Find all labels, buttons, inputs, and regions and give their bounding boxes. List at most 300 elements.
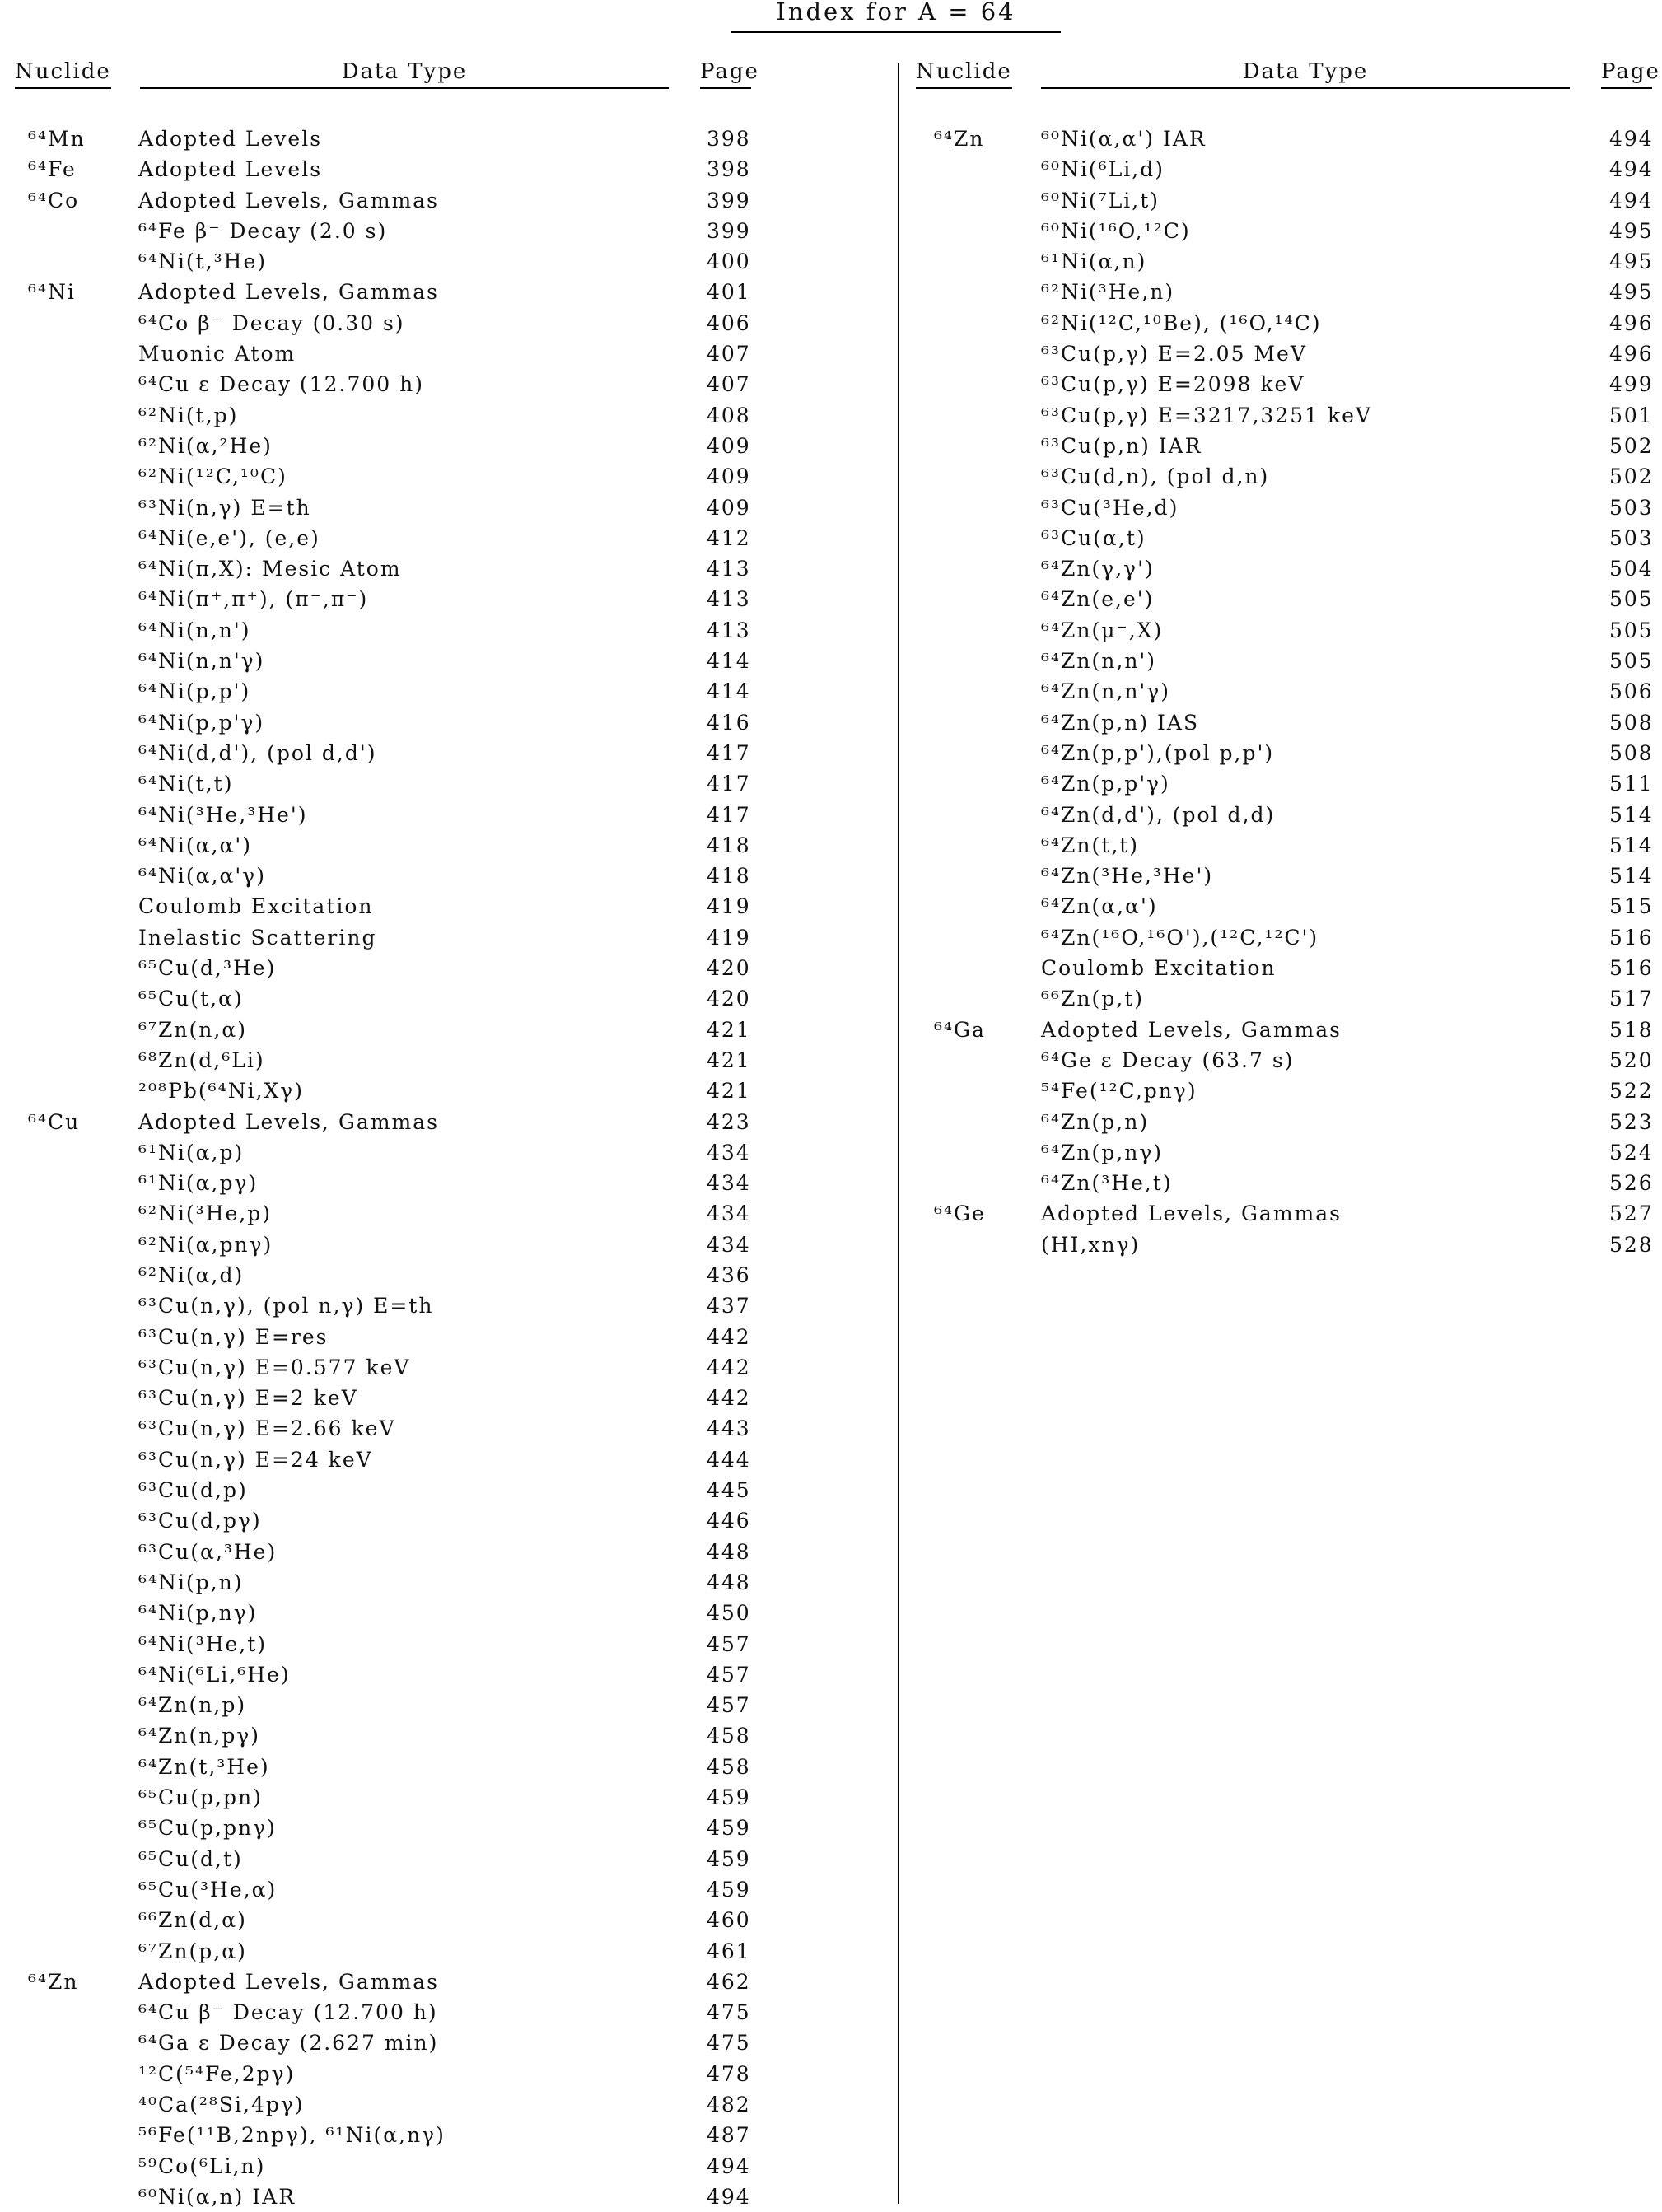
index-row xyxy=(901,584,1662,614)
index-row xyxy=(901,1230,1662,1260)
page-number: 516 xyxy=(1609,956,1654,981)
index-row xyxy=(0,676,824,707)
page-number: 398 xyxy=(707,157,751,182)
index-row xyxy=(0,308,824,338)
data-type-entry: Adopted Levels, Gammas xyxy=(138,1969,439,1994)
index-row xyxy=(901,246,1662,277)
data-type-entry: ⁶⁸Zn(d,⁶Li) xyxy=(138,1048,265,1072)
data-type-entry: ⁶²Ni(α,²He) xyxy=(138,433,273,458)
data-type-entry: ⁶⁴Ni(t,³He) xyxy=(138,250,268,274)
index-row xyxy=(0,738,824,768)
page-number: 524 xyxy=(1609,1140,1654,1164)
page-number: 398 xyxy=(707,127,751,151)
index-row xyxy=(901,369,1662,399)
page-number: 506 xyxy=(1609,679,1654,704)
index-row xyxy=(0,1629,824,1659)
index-row xyxy=(901,400,1662,431)
page-number: 499 xyxy=(1609,372,1654,397)
page-number: 409 xyxy=(707,495,751,520)
header-nuclide: Nuclide xyxy=(15,59,111,89)
page-number: 461 xyxy=(707,1939,751,1963)
page-number: 416 xyxy=(707,710,751,735)
data-type-entry: ⁶³Cu(n,γ) E=0.577 keV xyxy=(138,1355,411,1379)
data-type-entry: Adopted Levels, Gammas xyxy=(1041,1017,1342,1042)
data-type-entry: Adopted Levels xyxy=(138,127,323,151)
page-number: 437 xyxy=(707,1294,751,1318)
data-type-entry: ⁶⁴Ni(p,nγ) xyxy=(138,1601,258,1626)
index-row xyxy=(901,431,1662,461)
index-row xyxy=(0,1659,824,1690)
page-number: 487 xyxy=(707,2123,751,2148)
index-row xyxy=(0,1997,824,2028)
page-number: 436 xyxy=(707,1262,751,1287)
data-type-entry: ⁶³Cu(p,γ) E=2.05 MeV xyxy=(1041,342,1307,366)
header-page: Page xyxy=(1601,59,1652,89)
index-row xyxy=(0,584,824,614)
data-type-entry: ⁶⁴Ni(α,α') xyxy=(138,833,253,857)
index-row xyxy=(0,1505,824,1536)
index-row xyxy=(0,1352,824,1383)
index-column-left xyxy=(0,58,824,2212)
data-type-entry: ⁶⁴Ni(π⁺,π⁺), (π⁻,π⁻) xyxy=(138,587,369,612)
index-row xyxy=(0,369,824,399)
page-number: 421 xyxy=(707,1017,751,1042)
index-row xyxy=(901,461,1662,492)
page-number: 418 xyxy=(707,833,751,857)
index-row xyxy=(901,492,1662,523)
page-number: 401 xyxy=(707,280,751,305)
page-number: 434 xyxy=(707,1202,751,1226)
data-type-entry: ⁶⁴Zn(p,n) IAS xyxy=(1041,710,1200,735)
index-row xyxy=(0,185,824,216)
page-number: 399 xyxy=(707,188,751,212)
data-type-entry: ⁶³Cu(p,γ) E=3217,3251 keV xyxy=(1041,403,1372,427)
page-number: 494 xyxy=(707,2184,751,2209)
page-number: 434 xyxy=(707,1232,751,1257)
index-row xyxy=(0,246,824,277)
index-row xyxy=(0,1874,824,1905)
page-number: 458 xyxy=(707,1754,751,1779)
page-number: 446 xyxy=(707,1509,751,1533)
page-number: 462 xyxy=(707,1969,751,1994)
index-row xyxy=(901,124,1662,154)
data-type-entry: ⁶⁴Ni(⁶Li,⁶He) xyxy=(138,1662,291,1687)
index-row xyxy=(901,277,1662,307)
data-type-entry: ⁶¹Ni(α,p) xyxy=(138,1140,245,1164)
page-number: 413 xyxy=(707,618,751,642)
data-type-entry: ⁶⁴Ge ε Decay (63.7 s) xyxy=(1041,1048,1295,1072)
data-type-entry: ⁶⁰Ni(⁷Li,t) xyxy=(1041,188,1160,212)
index-row xyxy=(0,1383,824,1413)
data-type-entry: ⁶⁴Ga ε Decay (2.627 min) xyxy=(138,2031,439,2056)
data-type-entry: ⁶⁴Zn(¹⁶O,¹⁶O'),(¹²C,¹²C') xyxy=(1041,925,1319,950)
nuclide-label: ⁶⁴Zn xyxy=(934,127,985,151)
data-type-entry: ⁶²Ni(¹²C,¹⁰Be), (¹⁶O,¹⁴C) xyxy=(1041,310,1322,335)
index-row xyxy=(901,553,1662,584)
page-number: 423 xyxy=(707,1109,751,1134)
data-type-entry: Adopted Levels xyxy=(138,157,323,182)
index-row xyxy=(0,2028,824,2058)
data-type-entry: ⁶²Ni(¹²C,¹⁰C) xyxy=(138,464,287,489)
data-type-entry: ⁶⁶Zn(d,α) xyxy=(138,1908,247,1933)
page-number: 503 xyxy=(1609,525,1654,550)
data-type-entry: ⁶³Cu(p,n) IAR xyxy=(1041,433,1202,458)
index-row xyxy=(901,676,1662,707)
index-row xyxy=(901,800,1662,830)
data-type-entry: ⁶³Cu(³He,d) xyxy=(1041,495,1179,520)
index-row xyxy=(0,1720,824,1751)
page-number: 523 xyxy=(1609,1109,1654,1134)
data-type-entry: Adopted Levels, Gammas xyxy=(1041,1202,1342,1226)
index-row xyxy=(0,2089,824,2120)
index-row xyxy=(901,1107,1662,1137)
page-number: 458 xyxy=(707,1724,751,1748)
index-row xyxy=(901,983,1662,1014)
page-number: 443 xyxy=(707,1416,751,1441)
nuclide-label: ⁶⁴Zn xyxy=(28,1969,79,1994)
data-type-entry: ⁶⁴Ni(n,n') xyxy=(138,618,251,642)
index-row xyxy=(0,1813,824,1843)
data-type-entry: ⁶⁴Ni(n,n'γ) xyxy=(138,649,265,674)
index-row xyxy=(0,1260,824,1290)
data-type-entry: ⁵⁹Co(⁶Li,n) xyxy=(138,2154,266,2178)
page-number: 421 xyxy=(707,1048,751,1072)
data-type-entry: Muonic Atom xyxy=(138,342,296,366)
index-row xyxy=(0,1475,824,1505)
page-number: 412 xyxy=(707,525,751,550)
page-number: 414 xyxy=(707,679,751,704)
data-type-entry: ⁶¹Ni(α,n) xyxy=(1041,250,1147,274)
page-number: 502 xyxy=(1609,433,1654,458)
data-type-entry: ⁶⁴Zn(γ,γ') xyxy=(1041,557,1155,581)
page-number: 420 xyxy=(707,956,751,981)
data-type-entry: ⁶⁴Ni(p,p'γ) xyxy=(138,710,265,735)
page-number: 508 xyxy=(1609,740,1654,765)
index-row xyxy=(0,1752,824,1782)
index-row xyxy=(0,891,824,922)
page-number: 444 xyxy=(707,1447,751,1472)
page-number: 420 xyxy=(707,987,751,1011)
page-number: 413 xyxy=(707,587,751,612)
page-number: 457 xyxy=(707,1631,751,1656)
page-number: 515 xyxy=(1609,894,1654,919)
data-type-entry: ⁶⁷Zn(n,α) xyxy=(138,1017,247,1042)
index-row xyxy=(901,216,1662,246)
data-type-entry: ⁶⁷Zn(p,α) xyxy=(138,1939,247,1963)
index-row xyxy=(0,1537,824,1567)
page-number: 514 xyxy=(1609,802,1654,827)
index-row xyxy=(0,1230,824,1260)
page-number: 409 xyxy=(707,464,751,489)
index-row xyxy=(901,707,1662,738)
page-number: 494 xyxy=(1609,127,1654,151)
index-row xyxy=(901,1015,1662,1045)
data-type-entry: Inelastic Scattering xyxy=(138,925,377,950)
data-type-entry: ⁶⁴Ni(π,X): Mesic Atom xyxy=(138,557,402,581)
index-row xyxy=(901,738,1662,768)
index-row xyxy=(0,492,824,523)
page-number: 528 xyxy=(1609,1232,1654,1257)
page-number: 526 xyxy=(1609,1171,1654,1196)
page-number: 421 xyxy=(707,1079,751,1104)
page-number: 442 xyxy=(707,1324,751,1349)
index-row xyxy=(0,1444,824,1475)
page-number: 445 xyxy=(707,1478,751,1503)
data-type-entry: ⁵⁶Fe(¹¹B,2npγ), ⁶¹Ni(α,nγ) xyxy=(138,2123,446,2148)
page-number: 459 xyxy=(707,1877,751,1902)
page-number: 408 xyxy=(707,403,751,427)
index-row xyxy=(0,216,824,246)
data-type-entry: ⁶³Cu(d,pγ) xyxy=(138,1509,262,1533)
page-number: 494 xyxy=(1609,157,1654,182)
page-number: 520 xyxy=(1609,1048,1654,1072)
index-row xyxy=(0,1936,824,1967)
nuclide-label: ⁶⁴Cu xyxy=(28,1109,81,1134)
page-number: 434 xyxy=(707,1140,751,1164)
index-row xyxy=(0,983,824,1014)
data-type-entry: ⁶³Cu(α,t) xyxy=(1041,525,1146,550)
index-row xyxy=(0,861,824,891)
data-type-entry: ⁶³Cu(n,γ), (pol n,γ) E=th xyxy=(138,1294,434,1318)
index-row xyxy=(0,615,824,646)
index-row xyxy=(0,1045,824,1076)
data-type-entry: (HI,xnγ) xyxy=(1041,1232,1141,1257)
page-number: 407 xyxy=(707,372,751,397)
index-row xyxy=(0,523,824,553)
index-row xyxy=(0,1844,824,1874)
data-type-entry: ⁶⁴Ni(e,e'), (e,e) xyxy=(138,525,320,550)
index-row xyxy=(901,338,1662,369)
data-type-entry: ²⁰⁸Pb(⁶⁴Ni,Xγ) xyxy=(138,1079,304,1104)
page-number: 417 xyxy=(707,772,751,796)
data-type-entry: ⁶⁴Ni(p,p') xyxy=(138,679,251,704)
data-type-entry: ⁵⁴Fe(¹²C,pnγ) xyxy=(1041,1079,1197,1104)
index-row xyxy=(0,2120,824,2150)
column-divider xyxy=(898,63,899,2204)
page-number: 494 xyxy=(1609,188,1654,212)
page-number: 505 xyxy=(1609,649,1654,674)
index-row xyxy=(0,1413,824,1444)
index-row xyxy=(0,400,824,431)
page-number: 417 xyxy=(707,802,751,827)
data-type-entry: Adopted Levels, Gammas xyxy=(138,280,439,305)
index-row xyxy=(901,1168,1662,1198)
index-row xyxy=(0,1967,824,1997)
index-row xyxy=(901,646,1662,676)
data-type-entry: Adopted Levels, Gammas xyxy=(138,1109,439,1134)
page-number: 475 xyxy=(707,2031,751,2056)
data-type-entry: ⁶²Ni(t,p) xyxy=(138,403,239,427)
index-row xyxy=(0,707,824,738)
page-number: 442 xyxy=(707,1355,751,1379)
index-row xyxy=(0,768,824,799)
data-type-entry: Adopted Levels, Gammas xyxy=(138,188,439,212)
data-type-entry: ⁴⁰Ca(²⁸Si,4pγ) xyxy=(138,2093,305,2116)
column-header xyxy=(901,58,1662,94)
index-row xyxy=(901,768,1662,799)
data-type-entry: ⁶⁴Ni(α,α'γ) xyxy=(138,864,266,889)
page-number: 522 xyxy=(1609,1079,1654,1104)
index-row xyxy=(901,308,1662,338)
data-type-entry: ⁶⁴Co β⁻ Decay (0.30 s) xyxy=(138,310,405,335)
data-type-entry: ⁶⁵Cu(³He,α) xyxy=(138,1877,278,1902)
data-type-entry: ⁶²Ni(α,pnγ) xyxy=(138,1232,273,1257)
page-number: 505 xyxy=(1609,587,1654,612)
index-row xyxy=(0,1690,824,1720)
data-type-entry: ⁶⁴Zn(α,α') xyxy=(1041,894,1158,919)
index-row xyxy=(901,615,1662,646)
data-type-entry: ⁶⁴Ni(³He,³He') xyxy=(138,802,308,827)
data-type-entry: ⁶³Cu(α,³He) xyxy=(138,1539,278,1564)
data-type-entry: ⁶⁴Cu β⁻ Decay (12.700 h) xyxy=(138,2000,438,2025)
index-row xyxy=(0,1905,824,1935)
index-row xyxy=(901,830,1662,861)
page-number: 418 xyxy=(707,864,751,889)
page-number: 400 xyxy=(707,250,751,274)
index-row xyxy=(901,922,1662,953)
data-type-entry: Coulomb Excitation xyxy=(1041,956,1277,981)
data-type-entry: ⁶¹Ni(α,pγ) xyxy=(138,1171,259,1196)
data-type-entry: ⁶⁴Zn(μ⁻,X) xyxy=(1041,618,1164,642)
data-type-entry: ⁶⁵Cu(t,α) xyxy=(138,987,244,1011)
page-number: 527 xyxy=(1609,1202,1654,1226)
page-number: 495 xyxy=(1609,280,1654,305)
page-number: 511 xyxy=(1609,772,1654,796)
column-header xyxy=(0,58,824,94)
data-type-entry: ⁶⁴Zn(n,n') xyxy=(1041,649,1157,674)
page-number: 518 xyxy=(1609,1017,1654,1042)
data-type-entry: ⁶³Cu(d,n), (pol d,n) xyxy=(1041,464,1270,489)
data-type-entry: ⁶³Cu(d,p) xyxy=(138,1478,248,1503)
index-row xyxy=(0,553,824,584)
data-type-entry: ⁶⁴Zn(p,n) xyxy=(1041,1109,1150,1134)
data-type-entry: ⁶³Cu(n,γ) E=2.66 keV xyxy=(138,1416,396,1441)
index-row xyxy=(0,800,824,830)
header-nuclide: Nuclide xyxy=(916,59,1012,89)
data-type-entry: ⁶³Cu(p,γ) E=2098 keV xyxy=(1041,372,1305,397)
data-type-entry: ⁶⁴Zn(d,d'), (pol d,d) xyxy=(1041,802,1276,827)
page-number: 457 xyxy=(707,1693,751,1718)
header-data-type: Data Type xyxy=(1041,59,1570,89)
index-row xyxy=(0,953,824,983)
page-number: 442 xyxy=(707,1386,751,1411)
index-row xyxy=(0,1168,824,1198)
index-row xyxy=(901,1045,1662,1076)
data-type-entry: ⁶²Ni(α,d) xyxy=(138,1262,245,1287)
page-number: 459 xyxy=(707,1846,751,1871)
header-page: Page xyxy=(700,59,751,89)
data-type-entry: ⁶²Ni(³He,p) xyxy=(138,1202,272,1226)
page-number: 450 xyxy=(707,1601,751,1626)
index-row xyxy=(0,1137,824,1168)
index-column-right xyxy=(901,58,1662,1260)
nuclide-label: ⁶⁴Ga xyxy=(934,1017,986,1042)
nuclide-label: ⁶⁴Co xyxy=(28,188,80,212)
index-row xyxy=(901,953,1662,983)
page-number: 406 xyxy=(707,310,751,335)
index-row xyxy=(0,1198,824,1229)
data-type-entry: Coulomb Excitation xyxy=(138,894,374,919)
page-number: 502 xyxy=(1609,464,1654,489)
page-number: 407 xyxy=(707,342,751,366)
page-number: 457 xyxy=(707,1662,751,1687)
data-type-entry: ⁶⁰Ni(⁶Li,d) xyxy=(1041,157,1165,182)
nuclide-label: ⁶⁴Fe xyxy=(28,157,77,182)
page-number: 514 xyxy=(1609,833,1654,857)
data-type-entry: ⁶⁴Zn(t,³He) xyxy=(138,1754,270,1779)
data-type-entry: ⁶⁴Ni(d,d'), (pol d,d') xyxy=(138,740,377,765)
page-number: 516 xyxy=(1609,925,1654,950)
data-type-entry: ⁶⁴Zn(n,p) xyxy=(138,1693,247,1718)
page-number: 414 xyxy=(707,649,751,674)
data-type-entry: ⁶⁴Ni(t,t) xyxy=(138,772,234,796)
index-row xyxy=(0,124,824,154)
data-type-entry: ⁶⁴Fe β⁻ Decay (2.0 s) xyxy=(138,218,388,243)
index-rows-right xyxy=(901,124,1662,1260)
page-number: 504 xyxy=(1609,557,1654,581)
page-number: 495 xyxy=(1609,250,1654,274)
nuclide-label: ⁶⁴Ni xyxy=(28,280,76,305)
nuclide-label: ⁶⁴Ge xyxy=(934,1202,986,1226)
index-row xyxy=(0,1107,824,1137)
index-row xyxy=(0,1598,824,1628)
index-row xyxy=(0,1015,824,1045)
data-type-entry: ⁶⁵Cu(d,³He) xyxy=(138,956,277,981)
page-title: Index for A = 64 xyxy=(731,0,1061,33)
page-number: 494 xyxy=(707,2154,751,2178)
page-number: 501 xyxy=(1609,403,1654,427)
index-row xyxy=(901,1076,1662,1106)
index-row xyxy=(901,1198,1662,1229)
data-type-entry: ⁶⁴Ni(³He,t) xyxy=(138,1631,268,1656)
data-type-entry: ⁶²Ni(³He,n) xyxy=(1041,280,1175,305)
data-type-entry: ⁶³Cu(n,γ) E=24 keV xyxy=(138,1447,373,1472)
page-number: 459 xyxy=(707,1816,751,1841)
data-type-entry: ⁶⁵Cu(p,pn) xyxy=(138,1785,263,1810)
data-type-entry: ⁶⁴Zn(³He,t) xyxy=(1041,1171,1173,1196)
page-number: 459 xyxy=(707,1785,751,1810)
page-number: 503 xyxy=(1609,495,1654,520)
page-number: 495 xyxy=(1609,218,1654,243)
page-number: 505 xyxy=(1609,618,1654,642)
page-number: 460 xyxy=(707,1908,751,1933)
index-row xyxy=(0,1322,824,1352)
data-type-entry: ⁶⁰Ni(¹⁶O,¹²C) xyxy=(1041,218,1191,243)
index-row xyxy=(901,185,1662,216)
header-data-type: Data Type xyxy=(140,59,669,89)
page-number: 482 xyxy=(707,2093,751,2116)
index-row xyxy=(0,830,824,861)
page-number: 434 xyxy=(707,1171,751,1196)
index-row xyxy=(901,861,1662,891)
data-type-entry: ⁶³Cu(n,γ) E=res xyxy=(138,1324,329,1349)
data-type-entry: ⁶⁴Zn(p,p'γ) xyxy=(1041,772,1170,796)
page-number: 508 xyxy=(1609,710,1654,735)
data-type-entry: ⁶⁵Cu(d,t) xyxy=(138,1846,243,1871)
page-number: 517 xyxy=(1609,987,1654,1011)
nuclide-label: ⁶⁴Mn xyxy=(28,127,86,151)
data-type-entry: ⁶⁴Zn(³He,³He') xyxy=(1041,864,1214,889)
data-type-entry: ¹²C(⁵⁴Fe,2pγ) xyxy=(138,2061,296,2086)
page-number: 514 xyxy=(1609,864,1654,889)
page-number: 478 xyxy=(707,2061,751,2086)
page-number: 399 xyxy=(707,218,751,243)
index-row xyxy=(901,154,1662,184)
index-row xyxy=(0,1290,824,1321)
index-row xyxy=(901,523,1662,553)
index-row xyxy=(0,646,824,676)
data-type-entry: ⁶⁰Ni(α,α') IAR xyxy=(1041,127,1207,151)
